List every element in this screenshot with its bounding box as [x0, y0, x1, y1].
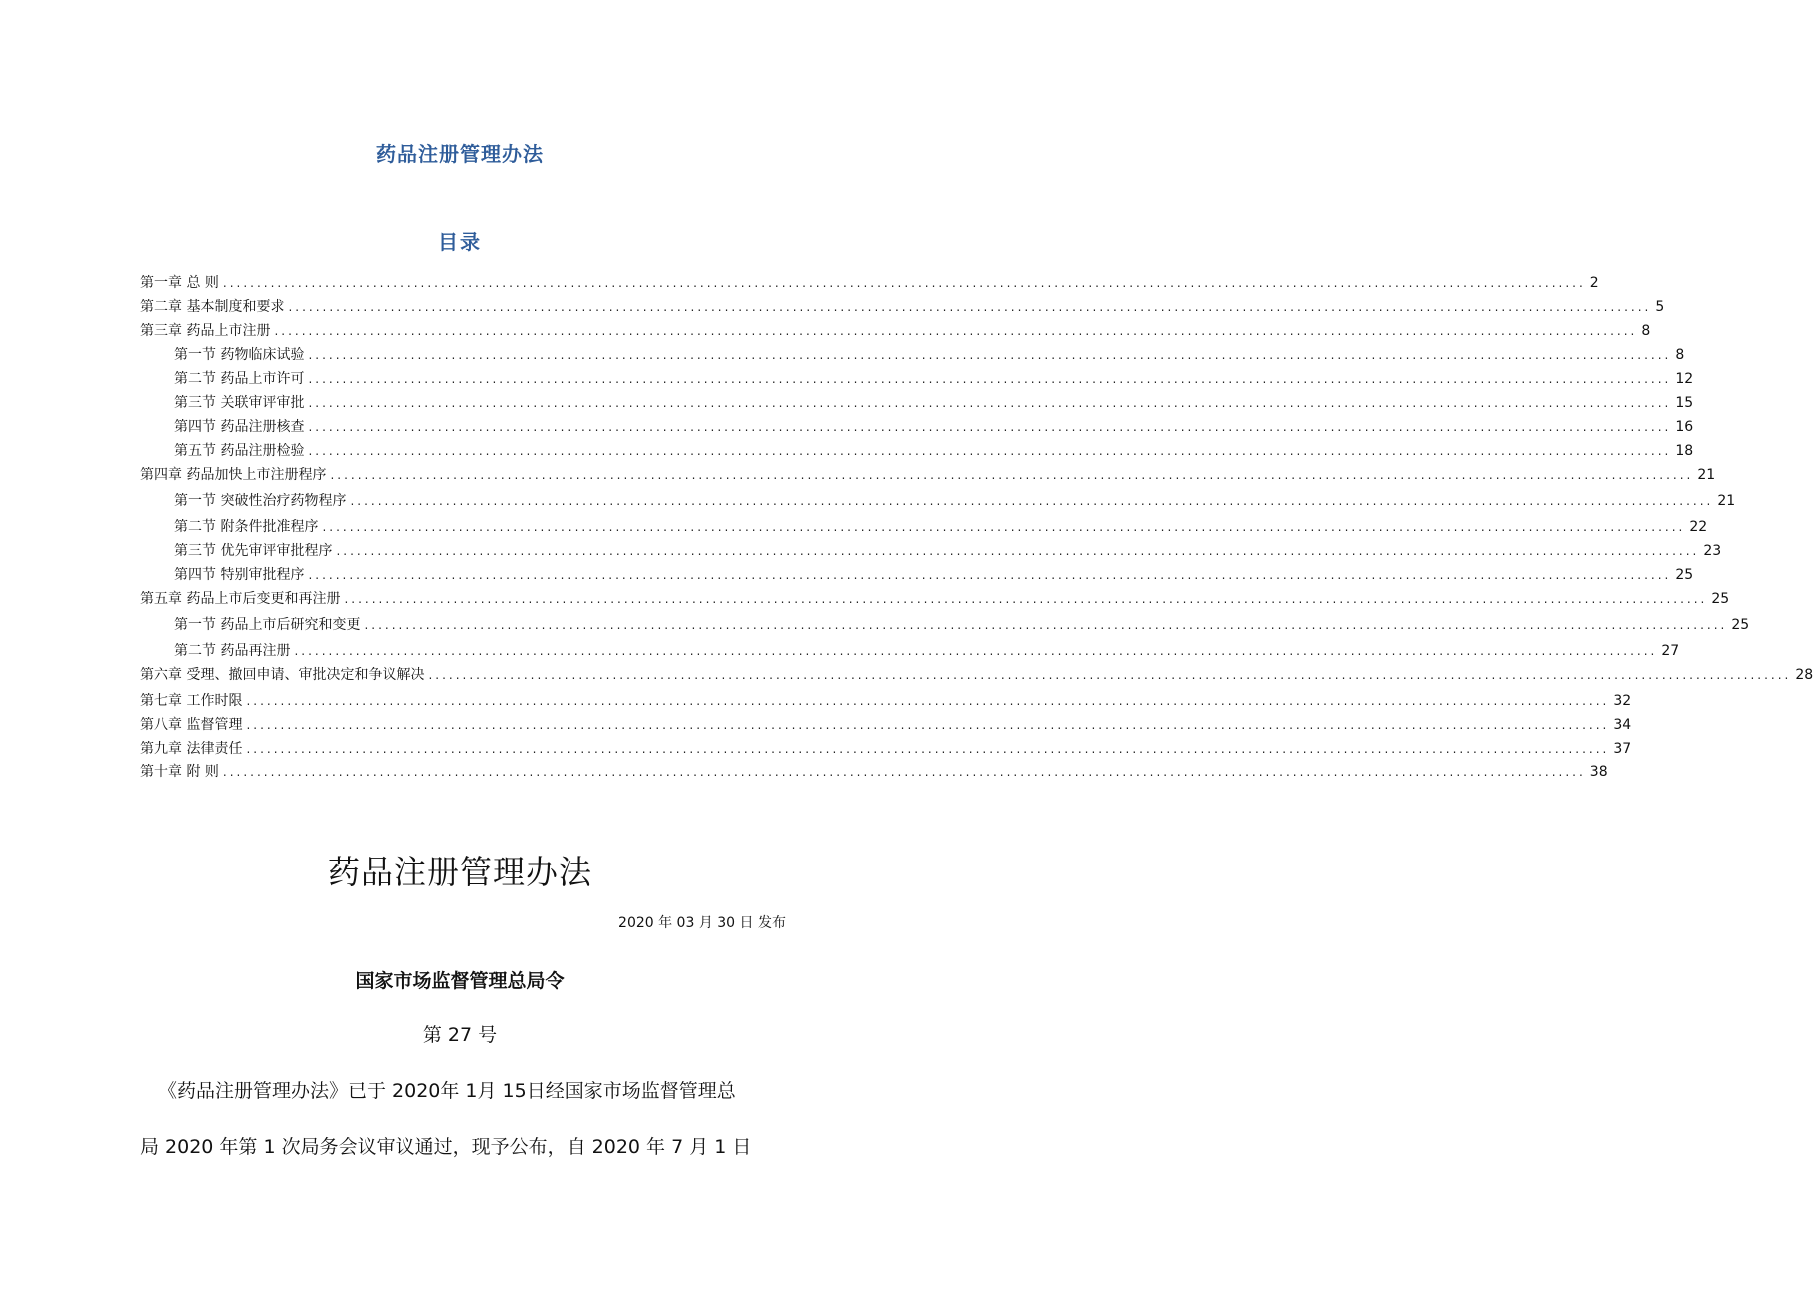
toc-leader-dots: ........................................................................................................................................................................................................ [246, 718, 1610, 732]
toc-entry-label: 第八章 监督管理 [140, 717, 243, 733]
toc-entry-label: 第二章 基本制度和要求 [140, 299, 285, 315]
toc-entry[interactable] [174, 614, 1750, 636]
toc-entry-label: 第一节 药品上市后研究和变更 [174, 617, 361, 633]
toc-leader-dots: ........................................................................................................................................................................................................ [308, 372, 1672, 386]
toc-entry-label: 第一章 总 则 [140, 275, 219, 291]
toc-entry[interactable] [140, 738, 1632, 760]
toc-entry[interactable] [174, 416, 1694, 438]
toc-entry-label: 第十章 附 则 [140, 764, 219, 780]
publish-date: 2020 年 03 月 30 日 发布 [618, 915, 786, 931]
toc-leader-dots: ........................................................................................................................................................................................................ [364, 618, 1728, 632]
toc-leader-dots: ........................................................................................................................................................................................................ [308, 444, 1672, 458]
toc-entry-page: 12 [1675, 371, 1694, 387]
toc-leader-dots: ........................................................................................................................................................................................................ [308, 420, 1672, 434]
toc-leader-dots: ........................................................................................................................................................................................................ [308, 396, 1672, 410]
toc-entry[interactable] [174, 440, 1694, 462]
toc-entry-page: 5 [1655, 299, 1665, 315]
header-title: 药品注册管理办法 [376, 142, 544, 166]
toc-entry-label: 第七章 工作时限 [140, 693, 243, 709]
toc-entry-page: 38 [1589, 764, 1608, 780]
toc-entry[interactable] [140, 690, 1632, 712]
toc-entry[interactable] [140, 272, 1599, 294]
toc-entry-label: 第三节 关联审评审批 [174, 395, 305, 411]
toc-entry[interactable] [140, 761, 1608, 783]
toc-entry-label: 第一节 药物临床试验 [174, 347, 305, 363]
toc-leader-dots: ........................................................................................................................................................................................................ [322, 520, 1686, 534]
toc-entry-page: 25 [1711, 591, 1730, 607]
toc-leader-dots: ........................................................................................................................................................................................................ [330, 468, 1694, 482]
toc-entry[interactable] [174, 640, 1680, 662]
toc-leader-dots: ........................................................................................................................................................................................................ [308, 348, 1672, 362]
toc-leader-dots: ........................................................................................................................................................................................................ [246, 742, 1610, 756]
toc-entry[interactable] [174, 540, 1722, 562]
toc-leader-dots: ........................................................................................................................................................................................................ [428, 668, 1792, 682]
body-paragraph-line: 局 2020 年第 1 次局务会议审议通过，现予公布，自 2020 年 7 月 1 日 [140, 1136, 752, 1158]
toc-entry-label: 第二节 附条件批准程序 [174, 519, 319, 535]
toc-leader-dots: ........................................................................................................................................................................................................ [274, 324, 1638, 338]
toc-entry[interactable] [174, 564, 1694, 586]
toc-leader-dots: ........................................................................................................................................................................................................ [294, 644, 1658, 658]
toc-entry-page: 22 [1689, 519, 1708, 535]
toc-entry-label: 第九章 法律责任 [140, 741, 243, 757]
toc-entry[interactable] [174, 516, 1708, 538]
toc-entry[interactable] [174, 490, 1736, 512]
toc-entry-page: 21 [1717, 493, 1736, 509]
order-title: 国家市场监督管理总局令 [355, 970, 565, 992]
toc-leader-dots: ........................................................................................................................................................................................................ [246, 694, 1610, 708]
toc-leader-dots: ........................................................................................................................................................................................................ [336, 544, 1700, 558]
toc-entry-page: 2 [1589, 275, 1599, 291]
toc-entry[interactable] [140, 714, 1632, 736]
toc-entry[interactable] [174, 392, 1694, 414]
toc-entry-label: 第四节 特别审批程序 [174, 567, 305, 583]
toc-entry[interactable] [140, 464, 1716, 486]
toc-entry-page: 28 [1795, 667, 1813, 683]
toc-leader-dots: ........................................................................................................................................................................................................ [222, 765, 1586, 779]
toc-entry[interactable] [140, 664, 1813, 686]
toc-entry-label: 第二节 药品上市许可 [174, 371, 305, 387]
toc-entry[interactable] [174, 368, 1694, 390]
toc-heading: 目录 [438, 230, 482, 254]
document-title: 药品注册管理办法 [327, 853, 592, 891]
toc-entry-page: 16 [1675, 419, 1694, 435]
toc-entry-label: 第三章 药品上市注册 [140, 323, 271, 339]
toc-entry-page: 18 [1675, 443, 1694, 459]
toc-entry-page: 37 [1613, 741, 1632, 757]
toc-entry-label: 第二节 药品再注册 [174, 643, 291, 659]
toc-entry-label: 第三节 优先审评审批程序 [174, 543, 333, 559]
toc-entry-label: 第六章 受理、撤回申请、审批决定和争议解决 [140, 667, 425, 683]
toc-leader-dots: ........................................................................................................................................................................................................ [350, 494, 1714, 508]
toc-entry-label: 第一节 突破性治疗药物程序 [174, 493, 347, 509]
toc-entry-page: 25 [1731, 617, 1750, 633]
toc-entry[interactable] [140, 320, 1651, 342]
order-number: 第 27 号 [422, 1024, 498, 1046]
toc-entry[interactable] [140, 588, 1730, 610]
toc-entry-page: 15 [1675, 395, 1694, 411]
toc-entry[interactable] [140, 296, 1665, 318]
toc-entry-page: 34 [1613, 717, 1632, 733]
toc-entry-label: 第五章 药品上市后变更和再注册 [140, 591, 341, 607]
toc-leader-dots: ........................................................................................................................................................................................................ [288, 300, 1652, 314]
toc-entry-page: 27 [1661, 643, 1680, 659]
toc-entry-page: 25 [1675, 567, 1694, 583]
toc-leader-dots: ........................................................................................................................................................................................................ [344, 592, 1708, 606]
toc-entry-page: 21 [1697, 467, 1716, 483]
toc-leader-dots: ........................................................................................................................................................................................................ [222, 276, 1586, 290]
toc-entry-label: 第五节 药品注册检验 [174, 443, 305, 459]
toc-leader-dots: ........................................................................................................................................................................................................ [308, 568, 1672, 582]
toc-entry-page: 23 [1703, 543, 1722, 559]
toc-entry-label: 第四节 药品注册核查 [174, 419, 305, 435]
toc-entry-page: 8 [1641, 323, 1651, 339]
toc-entry-page: 8 [1675, 347, 1685, 363]
toc-entry-page: 32 [1613, 693, 1632, 709]
body-paragraph-line: 《药品注册管理办法》已于 2020年 1月 15日经国家市场监督管理总 [158, 1080, 736, 1102]
toc-entry-label: 第四章 药品加快上市注册程序 [140, 467, 327, 483]
toc-entry[interactable] [174, 344, 1685, 366]
